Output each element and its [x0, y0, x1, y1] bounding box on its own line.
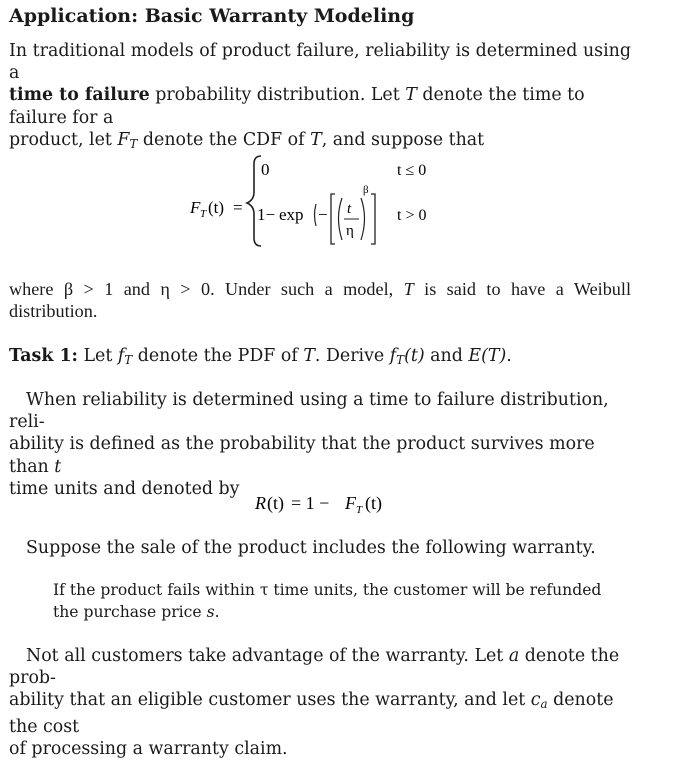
claim-text: ability that an eligible customer uses the warranty, and let — [9, 690, 531, 711]
weibull-paragraph — [9, 278, 631, 322]
weibull-text: is said to have a Weibull — [413, 279, 632, 299]
eq2-rhs: = 1 − — [291, 493, 330, 513]
weibull-line-2: distribution. — [9, 301, 98, 322]
square-bracket-right — [371, 194, 375, 244]
exp-text: exp — [279, 205, 304, 224]
var-T: T — [310, 129, 322, 150]
var-E: E — [468, 346, 482, 366]
claim-paragraph — [9, 645, 631, 760]
one-minus: 1− — [257, 205, 276, 224]
minus-sign: − — [318, 205, 328, 224]
quote-line-1: If the product fails within τ time units, the customer will be refunded — [53, 581, 602, 599]
reliability-line-1 — [9, 389, 631, 433]
claim-line-3: of processing a warranty claim. — [9, 738, 288, 759]
var-sub-T: T — [129, 136, 138, 151]
var-f: f — [117, 346, 125, 366]
term-time-to-failure: time to failure — [9, 85, 150, 106]
eq-equals: = — [233, 198, 243, 217]
var-sub-a: a — [540, 697, 548, 712]
warranty-quote — [53, 580, 613, 623]
outer-paren-left — [315, 204, 317, 226]
eq2-R: R — [255, 493, 266, 513]
inner-paren-left — [339, 198, 343, 240]
var-s: s — [206, 602, 215, 621]
eq-lhs-F: F — [190, 198, 201, 217]
var-arg: (t) — [404, 346, 425, 366]
intro-text: denote the CDF of — [137, 129, 311, 150]
claim-text: denote the prob- — [9, 646, 620, 689]
var-arg: (T) — [481, 346, 507, 366]
eq-lhs-arg: (t) — [208, 198, 225, 217]
var-t: t — [54, 456, 62, 477]
task-text: . — [506, 346, 512, 366]
eq2-sub: T — [356, 504, 363, 516]
task-text: denote the PDF of — [132, 346, 304, 366]
task-text: Let — [77, 346, 118, 366]
reliability-text: ability is defined as the probability that the product survives more than — [9, 434, 595, 477]
intro-text: , and suppose that — [321, 129, 485, 150]
task-text: and — [424, 346, 469, 366]
var-c: c — [530, 690, 541, 711]
intro-line-1: In traditional models of product failure, reliability is determined using a — [9, 41, 631, 84]
intro-text: product, let — [9, 129, 118, 150]
quote-line-2 — [53, 602, 613, 624]
task-text: . Derive — [314, 346, 390, 366]
var-T: T — [405, 85, 417, 106]
warranty-intro: Suppose the sale of the product includes the following warranty. — [26, 538, 596, 558]
claim-line-2 — [9, 689, 631, 737]
reliability-text: When reliability is determined using a time to failure distribution, reli- — [9, 390, 609, 433]
page-title: Application: Basic Warranty Modeling — [9, 5, 415, 27]
inner-paren-right — [361, 198, 365, 240]
var-a: a — [508, 646, 520, 666]
var-T: T — [303, 346, 315, 366]
weibull-cdf-equation — [175, 148, 455, 248]
claim-line-1 — [9, 645, 631, 689]
var-f: f — [389, 346, 397, 366]
case-1-condition: t ≤ 0 — [397, 162, 427, 179]
claim-text: denote the cost — [9, 690, 614, 737]
intro-line-2 — [9, 84, 631, 128]
eq-lhs-sub: T — [200, 208, 207, 220]
task-label: Task 1: — [9, 346, 78, 366]
claim-text: Not all customers take advantage of the warranty. Let — [26, 646, 509, 666]
reliability-line-3: time units and denoted by — [9, 478, 240, 499]
var-sub-T: T — [396, 353, 405, 367]
eq2-F: F — [345, 493, 356, 513]
case-1-value: 0 — [261, 160, 270, 179]
quote-text: . — [214, 602, 220, 621]
var-sub-T: T — [124, 353, 133, 367]
left-brace — [247, 156, 261, 246]
square-bracket-left — [331, 194, 335, 244]
quote-text: the purchase price — [53, 602, 207, 621]
reliability-line-2 — [9, 433, 631, 477]
weibull-text: where β > 1 and η > 0. Under such a model, — [9, 279, 404, 299]
frac-numerator-t: t — [347, 201, 352, 217]
var-F: F — [117, 129, 130, 150]
eq2-arg: (t) — [267, 493, 284, 513]
intro-text: probability distribution. Let — [149, 85, 406, 106]
weibull-line-1 — [9, 278, 631, 300]
var-T: T — [403, 279, 414, 299]
intro-text: denote the time to failure for a — [9, 85, 585, 128]
intro-paragraph — [9, 40, 631, 155]
task-1 — [9, 345, 631, 371]
case-2-condition: t > 0 — [397, 207, 427, 224]
reliability-equation — [247, 483, 447, 523]
exponent-beta: β — [363, 184, 369, 196]
frac-denominator-eta: η — [346, 223, 354, 239]
eq2-arg2: (t) — [365, 493, 382, 513]
